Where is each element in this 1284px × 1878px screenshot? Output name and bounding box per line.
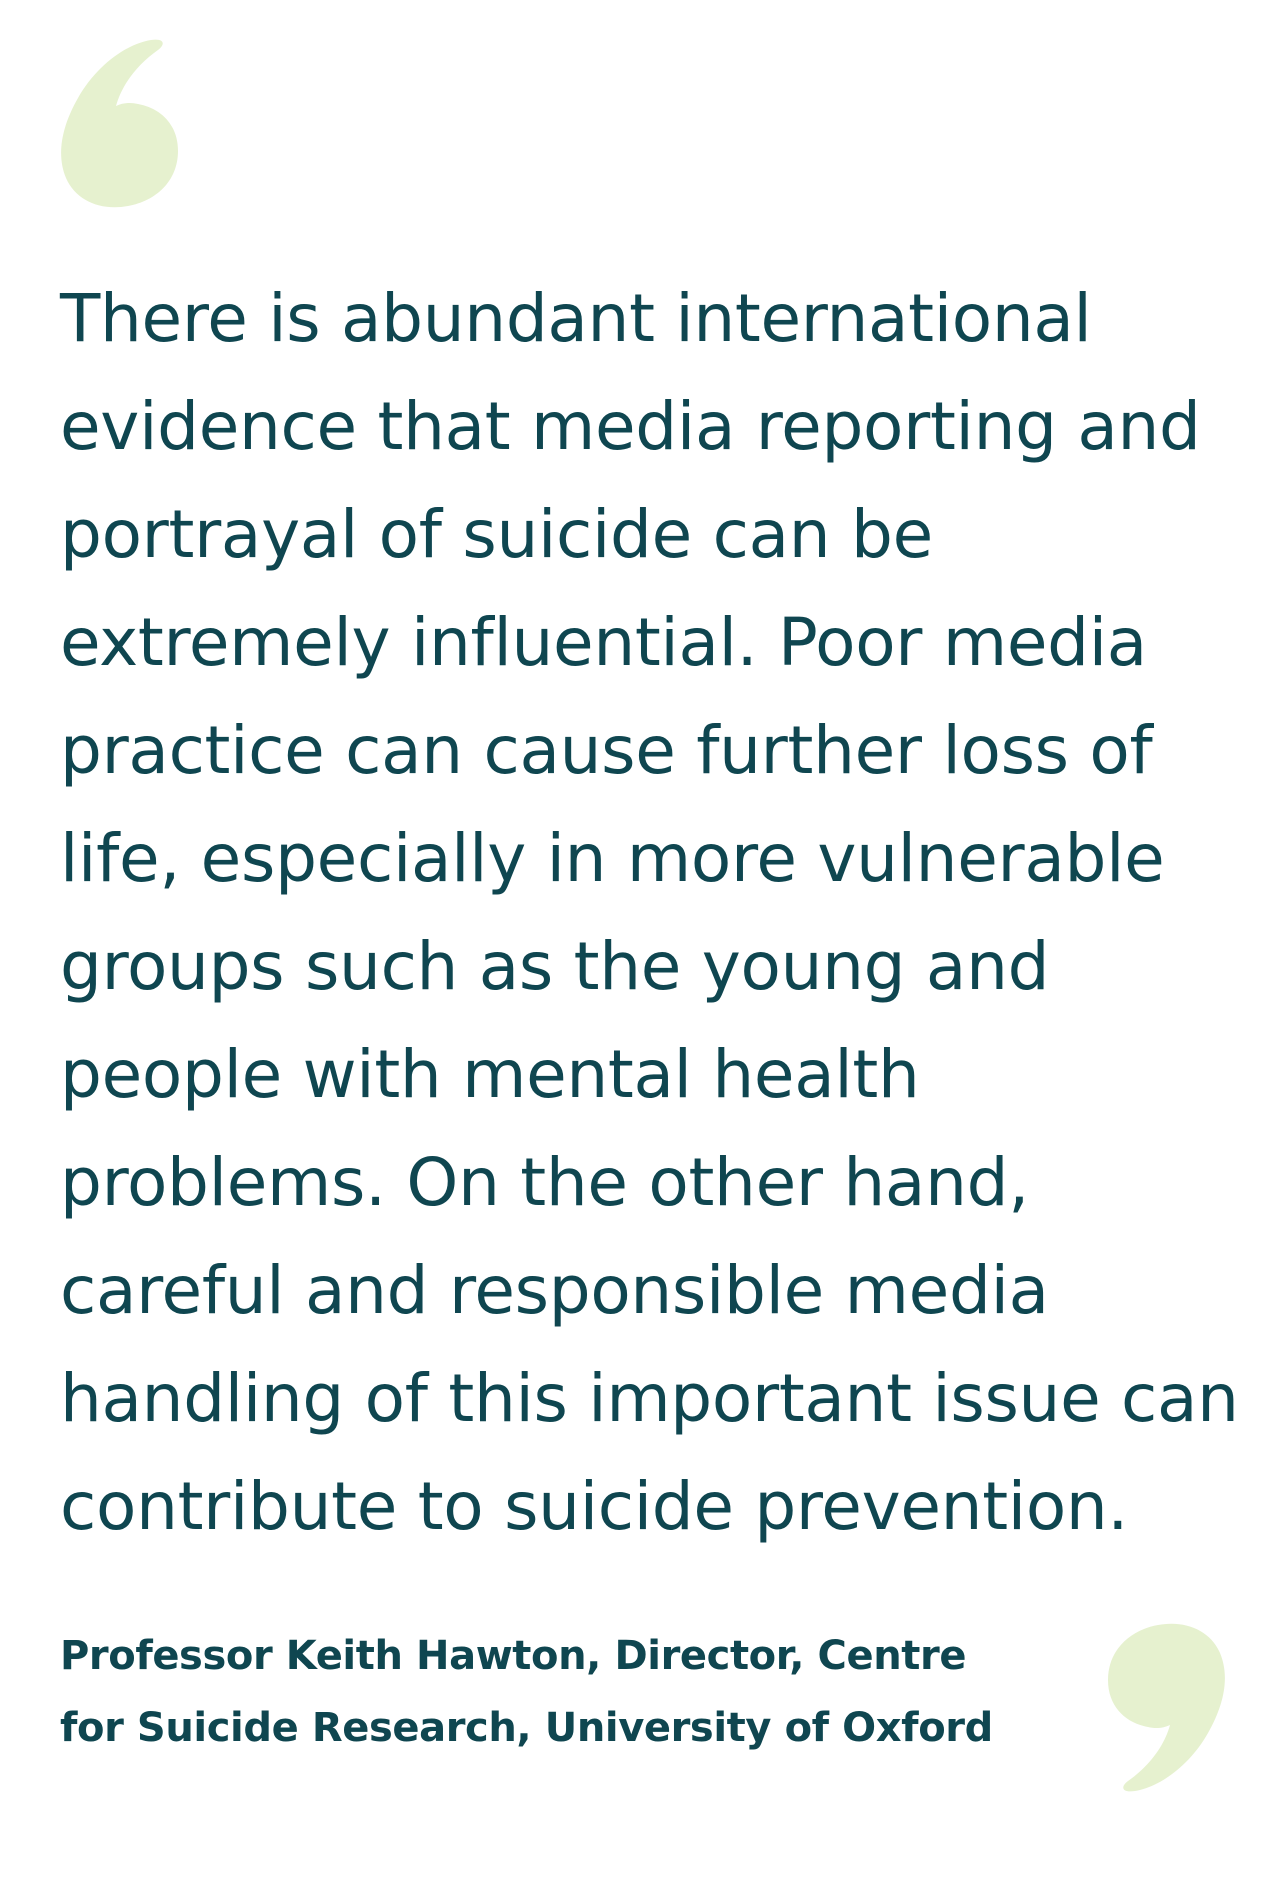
attribution-line: for Suicide Research, University of Oxford xyxy=(60,1705,993,1751)
quote-line: extremely influential. Poor media xyxy=(60,604,1147,681)
quote-line: contribute to suicide prevention. xyxy=(60,1468,1129,1545)
quote-line: life, especially in more vulnerable xyxy=(60,820,1165,897)
quote-line: There is abundant international xyxy=(60,280,1092,357)
opening-quote-mark-icon xyxy=(56,36,186,211)
quote-attribution xyxy=(60,1620,1060,1764)
quote-line: portrayal of suicide can be xyxy=(60,496,933,573)
closing-quote-mark-icon xyxy=(1100,1620,1230,1795)
attribution-line: Professor Keith Hawton, Director, Centre xyxy=(60,1633,967,1679)
opening-quote-shape xyxy=(61,40,178,208)
quote-line: people with mental health xyxy=(60,1036,920,1113)
quote-line: careful and responsible media xyxy=(60,1252,1049,1329)
quote-line: problems. On the other hand, xyxy=(60,1144,1029,1221)
quote-text xyxy=(60,265,1240,1561)
quote-line: groups such as the young and xyxy=(60,928,1050,1005)
quote-line: practice can cause further loss of xyxy=(60,712,1153,789)
quote-line: handling of this important issue can xyxy=(60,1360,1239,1437)
closing-quote-shape xyxy=(1108,1624,1225,1792)
quote-line: evidence that media reporting and xyxy=(60,388,1201,465)
